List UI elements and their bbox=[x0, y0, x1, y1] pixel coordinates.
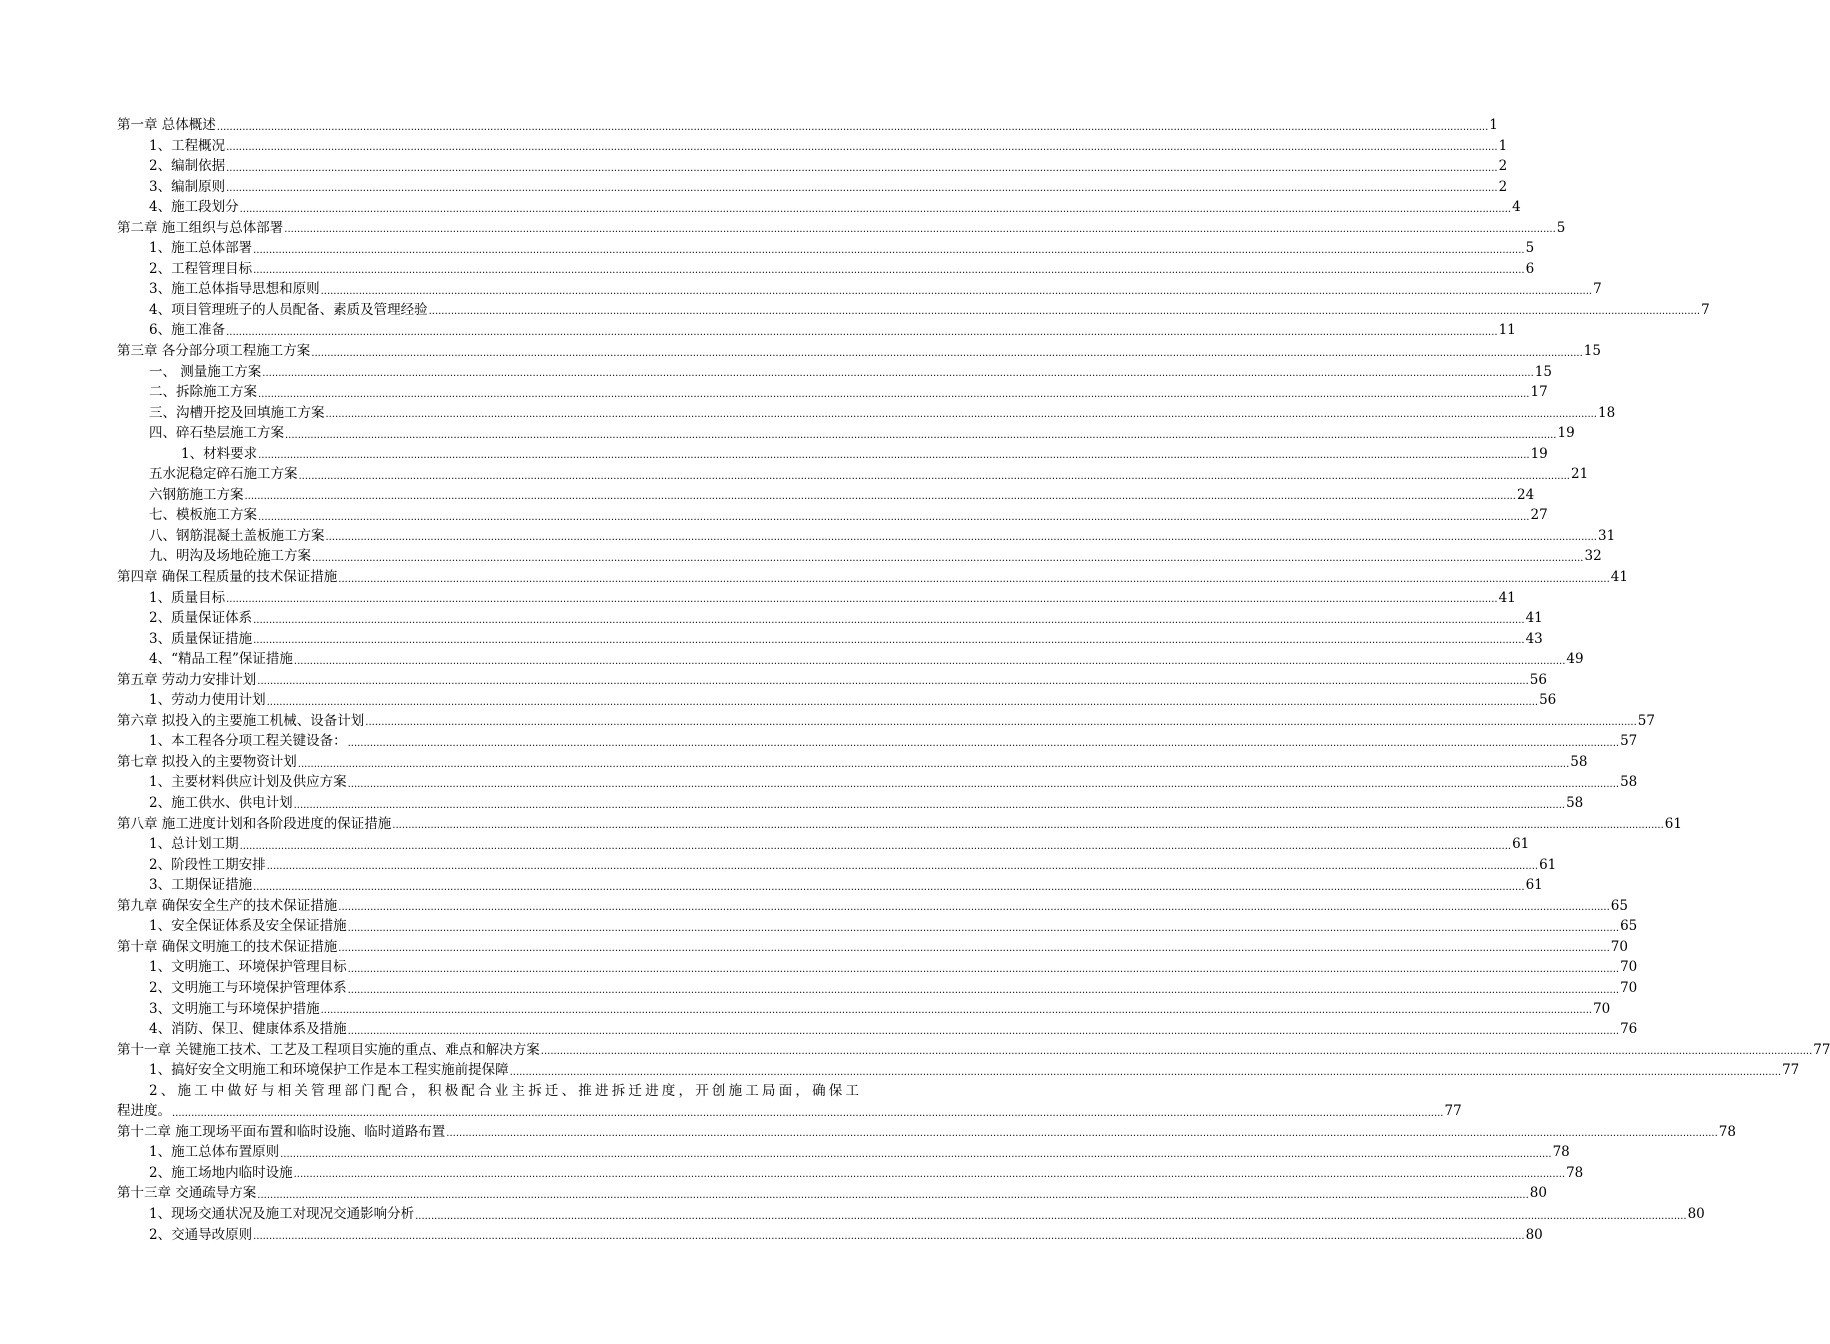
toc-entry[interactable] bbox=[117, 629, 1543, 650]
toc-chapter-entry[interactable] bbox=[117, 1040, 1830, 1061]
dot-leader: ................................................................................................................................................................................................................................................................................................................................................................................................................ bbox=[172, 1107, 1444, 1119]
toc-page-number: 70 bbox=[1620, 979, 1638, 996]
toc-entry[interactable] bbox=[117, 1204, 1705, 1225]
toc-entry[interactable] bbox=[117, 793, 1584, 814]
toc-entry-label: 1、安全保证体系及安全保证措施 bbox=[149, 918, 347, 935]
toc-entry-label: 第十三章 交通疏导方案 bbox=[117, 1185, 257, 1202]
dot-leader: ................................................................................................................................................................................................................................................................................................................................................................................................................ bbox=[293, 655, 1566, 667]
toc-entry-label: 2、交通导改原则 bbox=[149, 1226, 253, 1243]
dot-leader: ................................................................................................................................................................................................................................................................................................................................................................................................................ bbox=[253, 635, 1525, 647]
toc-page-number: 31 bbox=[1597, 527, 1616, 544]
toc-page-number: 11 bbox=[1498, 322, 1516, 339]
toc-entry-label: 第八章 施工进度计划和各阶段进度的保证措施 bbox=[117, 815, 392, 832]
dot-leader: ................................................................................................................................................................................................................................................................................................................................................................................................................ bbox=[239, 840, 1512, 852]
toc-entry[interactable] bbox=[117, 156, 1508, 177]
toc-entry[interactable] bbox=[117, 177, 1508, 198]
toc-entry[interactable] bbox=[117, 403, 1616, 424]
toc-entry-label: 2、阶段性工期安排 bbox=[149, 856, 266, 873]
toc-page-number: 78 bbox=[1552, 1144, 1570, 1161]
toc-entry-label: 4、消防、保卫、健康体系及措施 bbox=[149, 1021, 347, 1038]
toc-chapter-entry[interactable] bbox=[117, 1122, 1736, 1143]
toc-entry[interactable] bbox=[117, 1142, 1570, 1163]
toc-page-number: 70 bbox=[1610, 938, 1628, 955]
toc-entry[interactable] bbox=[117, 875, 1543, 896]
toc-entry[interactable] bbox=[117, 238, 1535, 259]
toc-entry[interactable] bbox=[117, 464, 1589, 485]
dot-leader: ................................................................................................................................................................................................................................................................................................................................................................................................................ bbox=[280, 1148, 1552, 1160]
toc-page-number: 61 bbox=[1664, 815, 1682, 832]
toc-entry[interactable] bbox=[117, 1060, 1800, 1081]
toc-entry[interactable] bbox=[117, 855, 1557, 876]
toc-entry-label: 第二章 施工组织与总体部署 bbox=[117, 219, 284, 236]
dot-leader: ................................................................................................................................................................................................................................................................................................................................................................................................................ bbox=[244, 491, 1516, 503]
toc-entry-label: 第一章 总体概述 bbox=[117, 116, 216, 133]
toc-entry[interactable] bbox=[117, 1225, 1543, 1246]
toc-page-number: 19 bbox=[1530, 445, 1548, 462]
toc-page-number: 6 bbox=[1525, 260, 1535, 277]
toc-entry[interactable] bbox=[117, 320, 1516, 341]
dot-leader: ................................................................................................................................................................................................................................................................................................................................................................................................................ bbox=[540, 1046, 1813, 1058]
toc-page-number: 21 bbox=[1570, 466, 1589, 483]
toc-chapter-entry[interactable] bbox=[117, 896, 1628, 917]
toc-page-number: 41 bbox=[1498, 589, 1516, 606]
toc-entry-label: 2、施工中做好与相关管理部门配合，积极配合业主拆迁、推进拆迁进度，开创施工局面，确保工 bbox=[149, 1082, 859, 1099]
toc-page-number: 5 bbox=[1525, 240, 1535, 257]
toc-page-number: 58 bbox=[1570, 753, 1588, 770]
toc-entry[interactable] bbox=[117, 1163, 1584, 1184]
dot-leader: ................................................................................................................................................................................................................................................................................................................................................................................................................ bbox=[257, 676, 1529, 688]
toc-entry-label: 3、质量保证措施 bbox=[149, 630, 253, 647]
toc-page-number: 43 bbox=[1525, 630, 1543, 647]
toc-page-number: 24 bbox=[1516, 486, 1535, 503]
toc-entry-label: 四、碎石垫层施工方案 bbox=[149, 425, 284, 442]
dot-leader: ................................................................................................................................................................................................................................................................................................................................................................................................................ bbox=[325, 409, 1597, 421]
dot-leader: ................................................................................................................................................................................................................................................................................................................................................................................................................ bbox=[311, 347, 1583, 359]
toc-entry-label: 2、施工供水、供电计划 bbox=[149, 795, 293, 812]
toc-entry-label: 4、施工段划分 bbox=[149, 199, 239, 216]
dot-leader: ................................................................................................................................................................................................................................................................................................................................................................................................................ bbox=[226, 594, 1498, 606]
toc-page-number: 19 bbox=[1557, 425, 1575, 442]
toc-page-number: 58 bbox=[1620, 774, 1638, 791]
toc-entry[interactable] bbox=[117, 957, 1638, 978]
dot-leader: ................................................................................................................................................................................................................................................................................................................................................................................................................ bbox=[347, 984, 1620, 996]
toc-page-number: 41 bbox=[1610, 569, 1628, 586]
toc-entry[interactable] bbox=[117, 362, 1552, 383]
dot-leader: ................................................................................................................................................................................................................................................................................................................................................................................................................ bbox=[253, 1231, 1525, 1243]
dot-leader: ................................................................................................................................................................................................................................................................................................................................................................................................................ bbox=[253, 614, 1525, 626]
toc-page-number: 70 bbox=[1593, 1000, 1611, 1017]
toc-page-number: 1 bbox=[1489, 116, 1498, 133]
toc-page-number: 2 bbox=[1498, 158, 1508, 175]
toc-entry-label: 第九章 确保安全生产的技术保证措施 bbox=[117, 897, 338, 914]
dot-leader: ................................................................................................................................................................................................................................................................................................................................................................................................................ bbox=[284, 224, 1556, 236]
toc-entry[interactable] bbox=[117, 690, 1557, 711]
toc-page-number: 41 bbox=[1525, 610, 1543, 627]
toc-entry-label: 4、“精品工程”保证措施 bbox=[149, 651, 293, 668]
toc-entry-label: 八、钢筋混凝土盖板施工方案 bbox=[149, 527, 325, 544]
table-of-contents bbox=[117, 115, 1830, 1245]
toc-chapter-entry[interactable] bbox=[117, 711, 1655, 732]
toc-chapter-entry[interactable] bbox=[117, 752, 1588, 773]
dot-leader: ................................................................................................................................................................................................................................................................................................................................................................................................................ bbox=[258, 388, 1530, 400]
toc-page-number: 27 bbox=[1530, 507, 1548, 524]
dot-leader: ................................................................................................................................................................................................................................................................................................................................................................................................................ bbox=[415, 1210, 1687, 1222]
dot-leader: ................................................................................................................................................................................................................................................................................................................................................................................................................ bbox=[226, 162, 1498, 174]
toc-entry-label: 6、施工准备 bbox=[149, 322, 226, 339]
toc-entry[interactable] bbox=[117, 526, 1616, 547]
dot-leader: ................................................................................................................................................................................................................................................................................................................................................................................................................ bbox=[285, 429, 1557, 441]
toc-entry[interactable] bbox=[117, 546, 1602, 567]
toc-entry-label: 三、沟槽开挖及回填施工方案 bbox=[149, 404, 325, 421]
toc-page-number: 61 bbox=[1539, 856, 1557, 873]
toc-entry[interactable] bbox=[117, 608, 1543, 629]
toc-entry-label: 七、模板施工方案 bbox=[149, 507, 257, 524]
toc-entry-label: 1、劳动力使用计划 bbox=[149, 692, 266, 709]
toc-entry-label: 3、工期保证措施 bbox=[149, 877, 253, 894]
toc-chapter-entry[interactable] bbox=[117, 1183, 1547, 1204]
toc-entry-label: 二、拆除施工方案 bbox=[149, 384, 257, 401]
toc-entry-label: 4、项目管理班子的人员配备、素质及管理经验 bbox=[149, 301, 428, 318]
toc-page-number: 77 bbox=[1782, 1062, 1800, 1079]
dot-leader: ................................................................................................................................................................................................................................................................................................................................................................................................................ bbox=[216, 121, 1489, 133]
toc-entry[interactable] bbox=[117, 834, 1530, 855]
toc-entry-label: 1、主要材料供应计划及供应方案 bbox=[149, 774, 347, 791]
toc-entry-label: 1、现场交通状况及施工对现况交通影响分析 bbox=[149, 1205, 415, 1222]
toc-page-number: 78 bbox=[1718, 1123, 1736, 1140]
toc-entry[interactable] bbox=[117, 485, 1535, 506]
dot-leader: ................................................................................................................................................................................................................................................................................................................................................................................................................ bbox=[320, 285, 1593, 297]
dot-leader: ................................................................................................................................................................................................................................................................................................................................................................................................................ bbox=[347, 1025, 1620, 1037]
toc-entry[interactable] bbox=[117, 300, 1710, 321]
toc-entry-label: 第十二章 施工现场平面布置和临时设施、临时道路布置 bbox=[117, 1123, 446, 1140]
dot-leader: ................................................................................................................................................................................................................................................................................................................................................................................................................ bbox=[253, 881, 1525, 893]
toc-chapter-entry[interactable] bbox=[117, 814, 1682, 835]
toc-entry[interactable] bbox=[117, 382, 1548, 403]
dot-leader: ................................................................................................................................................................................................................................................................................................................................................................................................................ bbox=[347, 779, 1620, 791]
toc-page-number: 57 bbox=[1637, 712, 1655, 729]
toc-entry[interactable] bbox=[117, 505, 1548, 526]
toc-page-number: 7 bbox=[1701, 301, 1710, 318]
dot-leader: ................................................................................................................................................................................................................................................................................................................................................................................................................ bbox=[257, 1190, 1529, 1201]
dot-leader: ................................................................................................................................................................................................................................................................................................................................................................................................................ bbox=[293, 1169, 1566, 1181]
toc-page-number: 70 bbox=[1620, 959, 1638, 976]
toc-entry-label: 五水泥稳定碎石施工方案 bbox=[149, 466, 298, 483]
toc-entry[interactable] bbox=[117, 649, 1584, 670]
dot-leader: ................................................................................................................................................................................................................................................................................................................................................................................................................ bbox=[347, 922, 1620, 934]
dot-leader: ................................................................................................................................................................................................................................................................................................................................................................................................................ bbox=[338, 902, 1610, 914]
toc-entry-label: 第三章 各分部分项工程施工方案 bbox=[117, 343, 311, 359]
toc-entry-label: 2、文明施工与环境保护管理体系 bbox=[149, 979, 347, 996]
dot-leader: ................................................................................................................................................................................................................................................................................................................................................................................................................ bbox=[365, 717, 1637, 729]
dot-leader: ................................................................................................................................................................................................................................................................................................................................................................................................................ bbox=[297, 758, 1570, 770]
toc-entry[interactable] bbox=[117, 136, 1508, 157]
toc-page-number: 18 bbox=[1597, 404, 1616, 421]
dot-leader: ................................................................................................................................................................................................................................................................................................................................................................................................................ bbox=[258, 511, 1530, 523]
dot-leader: ................................................................................................................................................................................................................................................................................................................................................................................................................ bbox=[258, 450, 1530, 462]
toc-page-number: 4 bbox=[1512, 199, 1521, 216]
dot-leader: ................................................................................................................................................................................................................................................................................................................................................................................................................ bbox=[338, 943, 1610, 955]
toc-entry-label: 1、工程概况 bbox=[149, 137, 226, 154]
toc-chapter-entry[interactable] bbox=[117, 937, 1628, 958]
toc-entry[interactable] bbox=[117, 773, 1638, 794]
toc-entry-label: 2、编制依据 bbox=[149, 158, 226, 175]
toc-entry-label: 第六章 拟投入的主要施工机械、设备计划 bbox=[117, 712, 365, 729]
toc-page-number: 15 bbox=[1534, 363, 1552, 380]
dot-leader: ................................................................................................................................................................................................................................................................................................................................................................................................................ bbox=[293, 799, 1566, 811]
dot-leader: ................................................................................................................................................................................................................................................................................................................................................................................................................ bbox=[428, 306, 1701, 318]
toc-entry[interactable] bbox=[117, 197, 1521, 218]
toc-page-number: 80 bbox=[1687, 1205, 1705, 1222]
toc-entry[interactable] bbox=[117, 444, 1548, 465]
toc-page-number: 61 bbox=[1512, 836, 1530, 853]
toc-entry-label: 1、文明施工、环境保护管理目标 bbox=[149, 959, 347, 976]
toc-entry[interactable] bbox=[117, 259, 1535, 280]
toc-entry-label: 3、文明施工与环境保护措施 bbox=[149, 1000, 320, 1017]
toc-entry-label: 1、总计划工期 bbox=[149, 836, 239, 853]
toc-page-number: 65 bbox=[1610, 897, 1628, 914]
toc-page-number: 65 bbox=[1620, 918, 1638, 935]
toc-entry-label-continued: 程进度。 bbox=[117, 1103, 171, 1120]
toc-entry-label: 第五章 劳动力安排计划 bbox=[117, 671, 257, 688]
toc-entry-label: 六钢筋施工方案 bbox=[149, 486, 244, 503]
toc-entry-label: 第四章 确保工程质量的技术保证措施 bbox=[117, 569, 338, 586]
toc-page-number: 57 bbox=[1620, 733, 1638, 750]
toc-page-number: 2 bbox=[1498, 178, 1508, 195]
toc-entry-label: 一、 测量施工方案 bbox=[149, 363, 262, 380]
dot-leader: ................................................................................................................................................................................................................................................................................................................................................................................................................ bbox=[509, 1066, 1782, 1078]
dot-leader: ................................................................................................................................................................................................................................................................................................................................................................................................................ bbox=[262, 368, 1534, 380]
toc-page-number: 7 bbox=[1593, 281, 1602, 298]
toc-page-number: 61 bbox=[1525, 877, 1543, 894]
dot-leader: ................................................................................................................................................................................................................................................................................................................................................................................................................ bbox=[347, 963, 1620, 975]
toc-page-number: 56 bbox=[1539, 692, 1557, 709]
toc-page-number: 80 bbox=[1525, 1226, 1543, 1243]
toc-entry[interactable] bbox=[117, 731, 1638, 752]
dot-leader: ................................................................................................................................................................................................................................................................................................................................................................................................................ bbox=[266, 861, 1539, 873]
toc-chapter-entry[interactable] bbox=[117, 670, 1547, 691]
dot-leader: ................................................................................................................................................................................................................................................................................................................................................................................................................ bbox=[298, 470, 1570, 482]
toc-entry-label: 2、施工场地内临时设施 bbox=[149, 1164, 293, 1181]
toc-entry-label: 1、质量目标 bbox=[149, 589, 226, 606]
toc-entry-label: 2、质量保证体系 bbox=[149, 610, 253, 627]
toc-page-number: 49 bbox=[1566, 651, 1584, 668]
toc-entry[interactable] bbox=[117, 978, 1638, 999]
toc-page-number: 17 bbox=[1530, 384, 1548, 401]
dot-leader: ................................................................................................................................................................................................................................................................................................................................................................................................................ bbox=[347, 737, 1620, 749]
dot-leader: ................................................................................................................................................................................................................................................................................................................................................................................................................ bbox=[239, 203, 1512, 215]
toc-entry[interactable] bbox=[117, 1081, 1462, 1122]
dot-leader: ................................................................................................................................................................................................................................................................................................................................................................................................................ bbox=[226, 327, 1498, 339]
dot-leader: ................................................................................................................................................................................................................................................................................................................................................................................................................ bbox=[312, 553, 1584, 565]
dot-leader: ................................................................................................................................................................................................................................................................................................................................................................................................................ bbox=[253, 265, 1525, 277]
dot-leader: ................................................................................................................................................................................................................................................................................................................................................................................................................ bbox=[392, 820, 1664, 832]
toc-entry[interactable] bbox=[117, 1019, 1638, 1040]
toc-page-number: 76 bbox=[1620, 1021, 1638, 1038]
toc-page-number: 58 bbox=[1566, 795, 1584, 812]
toc-page-number: 1 bbox=[1498, 137, 1508, 154]
toc-entry-label: 1、材料要求 bbox=[181, 445, 258, 462]
dot-leader: ................................................................................................................................................................................................................................................................................................................................................................................................................ bbox=[266, 696, 1539, 708]
toc-entry-label: 1、搞好安全文明施工和环境保护工作是本工程实施前提保障 bbox=[149, 1062, 509, 1079]
toc-page-number: 78 bbox=[1566, 1164, 1584, 1181]
toc-entry[interactable] bbox=[117, 999, 1611, 1020]
toc-entry-label: 第十章 确保文明施工的技术保证措施 bbox=[117, 938, 338, 955]
toc-entry-label: 1、本工程各分项工程关键设备： bbox=[149, 733, 347, 750]
toc-chapter-entry[interactable] bbox=[117, 567, 1628, 588]
toc-page-number: 77 bbox=[1813, 1041, 1830, 1058]
dot-leader: ................................................................................................................................................................................................................................................................................................................................................................................................................ bbox=[253, 244, 1525, 256]
toc-page-number: 56 bbox=[1529, 671, 1547, 688]
toc-entry-label: 2、工程管理目标 bbox=[149, 260, 253, 277]
toc-chapter-entry[interactable] bbox=[117, 218, 1566, 239]
toc-page-number: 77 bbox=[1444, 1103, 1462, 1120]
toc-page-number: 32 bbox=[1584, 548, 1602, 565]
dot-leader: ................................................................................................................................................................................................................................................................................................................................................................................................................ bbox=[226, 142, 1498, 154]
toc-chapter-entry[interactable] bbox=[117, 115, 1498, 136]
toc-page-number: 80 bbox=[1529, 1185, 1547, 1202]
toc-entry-label: 1、施工总体布置原则 bbox=[149, 1144, 280, 1161]
toc-entry[interactable] bbox=[117, 423, 1575, 444]
toc-entry[interactable] bbox=[117, 916, 1638, 937]
toc-chapter-entry[interactable] bbox=[117, 341, 1601, 362]
dot-leader: ................................................................................................................................................................................................................................................................................................................................................................................................................ bbox=[226, 183, 1498, 195]
toc-page-number: 5 bbox=[1556, 219, 1566, 236]
toc-entry-label: 3、编制原则 bbox=[149, 178, 226, 195]
toc-entry[interactable] bbox=[117, 588, 1516, 609]
toc-entry[interactable] bbox=[117, 279, 1602, 300]
dot-leader: ................................................................................................................................................................................................................................................................................................................................................................................................................ bbox=[446, 1128, 1718, 1140]
toc-entry-label: 3、施工总体指导思想和原则 bbox=[149, 281, 320, 298]
dot-leader: ................................................................................................................................................................................................................................................................................................................................................................................................................ bbox=[338, 573, 1610, 585]
toc-entry-label: 第七章 拟投入的主要物资计划 bbox=[117, 753, 297, 770]
toc-entry-label: 1、施工总体部署 bbox=[149, 240, 253, 257]
dot-leader: ................................................................................................................................................................................................................................................................................................................................................................................................................ bbox=[325, 532, 1597, 544]
dot-leader: ................................................................................................................................................................................................................................................................................................................................................................................................................ bbox=[320, 1005, 1593, 1017]
toc-page-number: 15 bbox=[1583, 343, 1601, 359]
toc-entry-label: 九、明沟及场地砼施工方案 bbox=[149, 548, 311, 565]
toc-entry-label: 第十一章 关键施工技术、工艺及工程项目实施的重点、难点和解决方案 bbox=[117, 1041, 540, 1058]
